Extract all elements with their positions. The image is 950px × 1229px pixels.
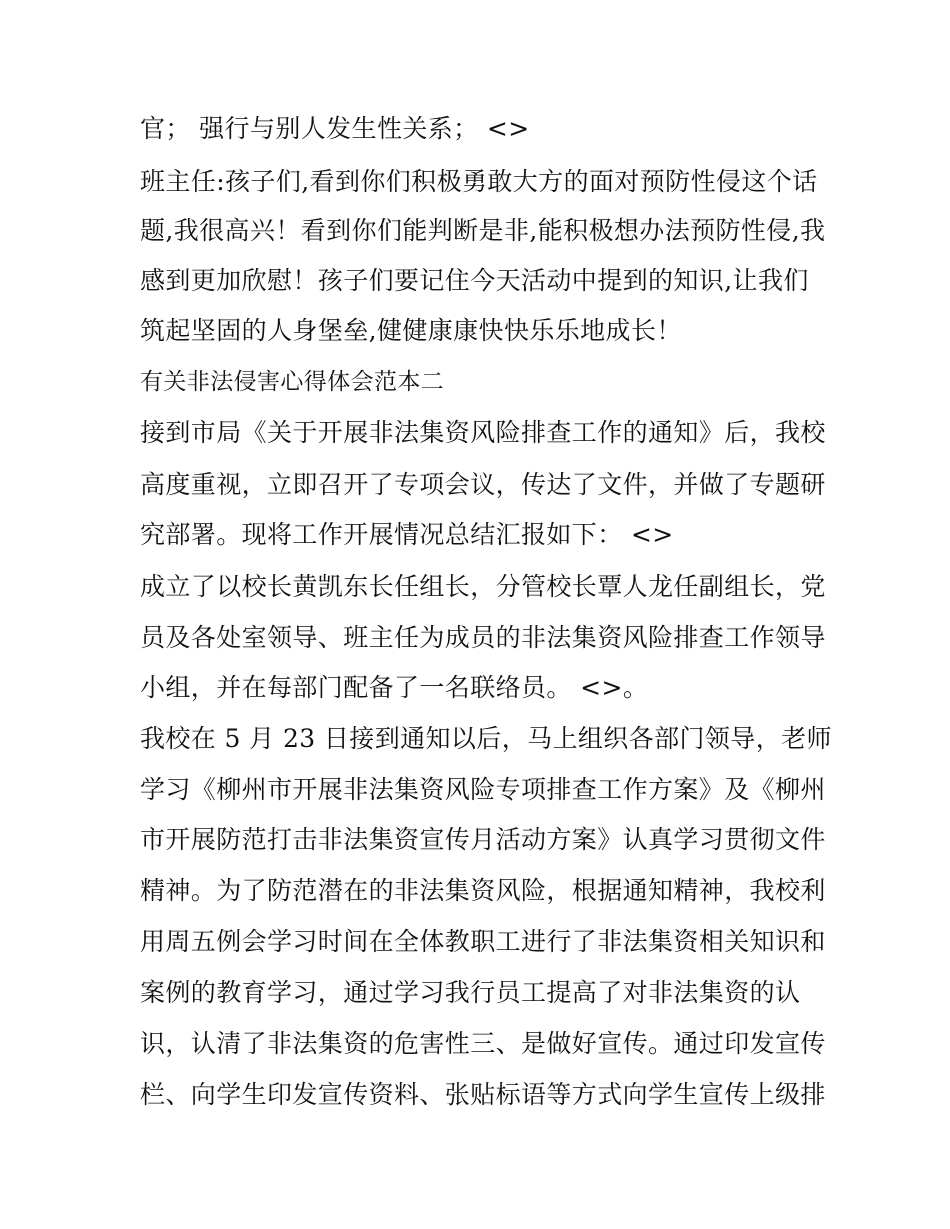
text-line-11: 员及各处室领导、班主任为成员的非法集资风险排查工作领导 xyxy=(140,623,826,652)
text-line-2: 班主任:孩子们,看到你们积极勇敢大方的面对预防性侵这个话 xyxy=(140,167,818,196)
text-line-13: 我校在 5 月 23 日接到通知以后，马上组织各部门领导，老师 xyxy=(140,724,832,753)
text-line-15: 市开展防范打击非法集资宣传月活动方案》认真学习贯彻文件 xyxy=(140,825,826,854)
text-line-20: 栏、向学生印发宣传资料、张贴标语等方式向学生宣传上级排 xyxy=(140,1080,826,1109)
text-line-18: 案例的教育学习，通过学习我行员工提高了对非法集资的认 xyxy=(140,978,801,1007)
text-line-3: 题,我很高兴！看到你们能判断是非,能积极想办法预防性侵,我 xyxy=(140,216,826,245)
text-line-1: 官； 强行与别人发生性关系； <> xyxy=(140,114,530,143)
section-heading: 有关非法侵害心得体会范本二 xyxy=(140,369,445,395)
text-line-8: 高度重视，立即召开了专项会议，传达了文件，并做了专题研 xyxy=(140,470,826,499)
text-line-12: 小组，并在每部门配备了一名联络员。 <>。 xyxy=(140,673,649,702)
text-line-4: 感到更加欣慰！孩子们要记住今天活动中提到的知识,让我们 xyxy=(140,266,809,295)
text-line-16: 精神。为了防范潜在的非法集资风险，根据通知精神，我校利 xyxy=(140,876,826,905)
text-line-9: 究部署。现将工作开展情况总结汇报如下： <> xyxy=(140,520,674,549)
text-line-14: 学习《柳州市开展非法集资风险专项排查工作方案》及《柳州 xyxy=(140,775,826,804)
text-line-7: 接到市局《关于开展非法集资风险排查工作的通知》后，我校 xyxy=(140,418,826,447)
text-line-10: 成立了以校长黄凯东长任组长，分管校长覃人龙任副组长，党 xyxy=(140,572,826,601)
text-line-5: 筑起坚固的人身堡垒,健健康康快快乐乐地成长！ xyxy=(140,316,682,345)
text-line-17: 用周五例会学习时间在全体教职工进行了非法集资相关知识和 xyxy=(140,927,826,956)
text-line-19: 识，认清了非法集资的危害性三、是做好宣传。通过印发宣传 xyxy=(140,1029,826,1058)
